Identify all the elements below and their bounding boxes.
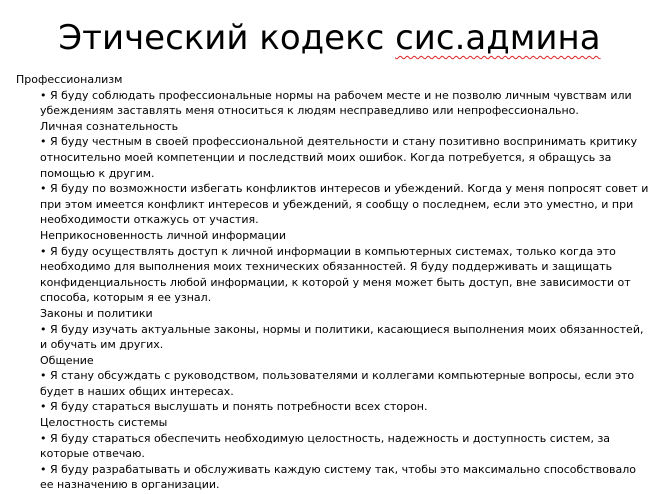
subheading-personal-conscientiousness: Личная сознательность bbox=[40, 119, 179, 133]
bullet-item: • Я буду стараться выслушать и понять потребности всех сторон. bbox=[40, 400, 428, 414]
bullet-item: • Я буду осуществлять доступ к личной информации в компьютерных системах, только когда это необходимо для выполнения моих технических обязанностей. Я буду поддерживать и защищать конфиденциальность любой информации, к которой у меня может быть доступ, вне зависимости от способа, которым я ее узнал. bbox=[40, 244, 631, 305]
bullet-item: • Я буду по возможности избегать конфликтов интересов и убеждений. Когда у меня попросят совет и при этом имеется конфликт интересов и убеждений, я сообщу о последнем, если это уместно, и при необходимости откажусь от участия. bbox=[40, 182, 649, 227]
indented-body bbox=[16, 88, 650, 493]
bullet-item: • Я стану обсуждать с руководством, пользователями и коллегами компьютерные вопросы, если это будет в наших общих интересах. bbox=[40, 369, 635, 398]
subheading-system-integrity: Целостность системы bbox=[40, 416, 168, 430]
subheading-privacy: Неприкосновенность личной информации bbox=[40, 228, 287, 242]
subheading-laws-and-policies: Законы и политики bbox=[40, 306, 153, 320]
bullet-item: • Я буду разрабатывать и обслуживать каждую систему так, чтобы это максимально способствовало ее назначению в организации. bbox=[40, 462, 636, 492]
slide-title bbox=[0, 16, 659, 60]
section-heading-professionalism: Профессионализм bbox=[16, 73, 123, 86]
bullet-item: • Я буду честным в своей профессиональной деятельности и стану позитивно воспринимать критику относительно моей компетенции и последствий моих ошибок. Когда потребуется, я обращусь за помощью к другим. bbox=[40, 135, 638, 180]
bullet-item: • Я буду изучать актуальные законы, нормы и политики, касающиеся выполнения моих обязанностей, и обучать им других. bbox=[40, 322, 644, 352]
slide-body bbox=[16, 72, 650, 493]
bullet-item: • Я буду соблюдать профессиональные нормы на рабочем месте и не позволю личным чувствам или убеждениям заставлять меня относиться к людям несправедливо или непрофессионально. bbox=[40, 88, 632, 118]
title-main-text: Этический кодекс bbox=[58, 18, 396, 58]
title-misspelled-word: сис.админа bbox=[395, 18, 601, 58]
bullet-item: • Я буду стараться обеспечить необходимую целостность, надежность и доступность систем, за которые отвечаю. bbox=[40, 431, 611, 461]
subheading-communication: Общение bbox=[40, 353, 94, 367]
